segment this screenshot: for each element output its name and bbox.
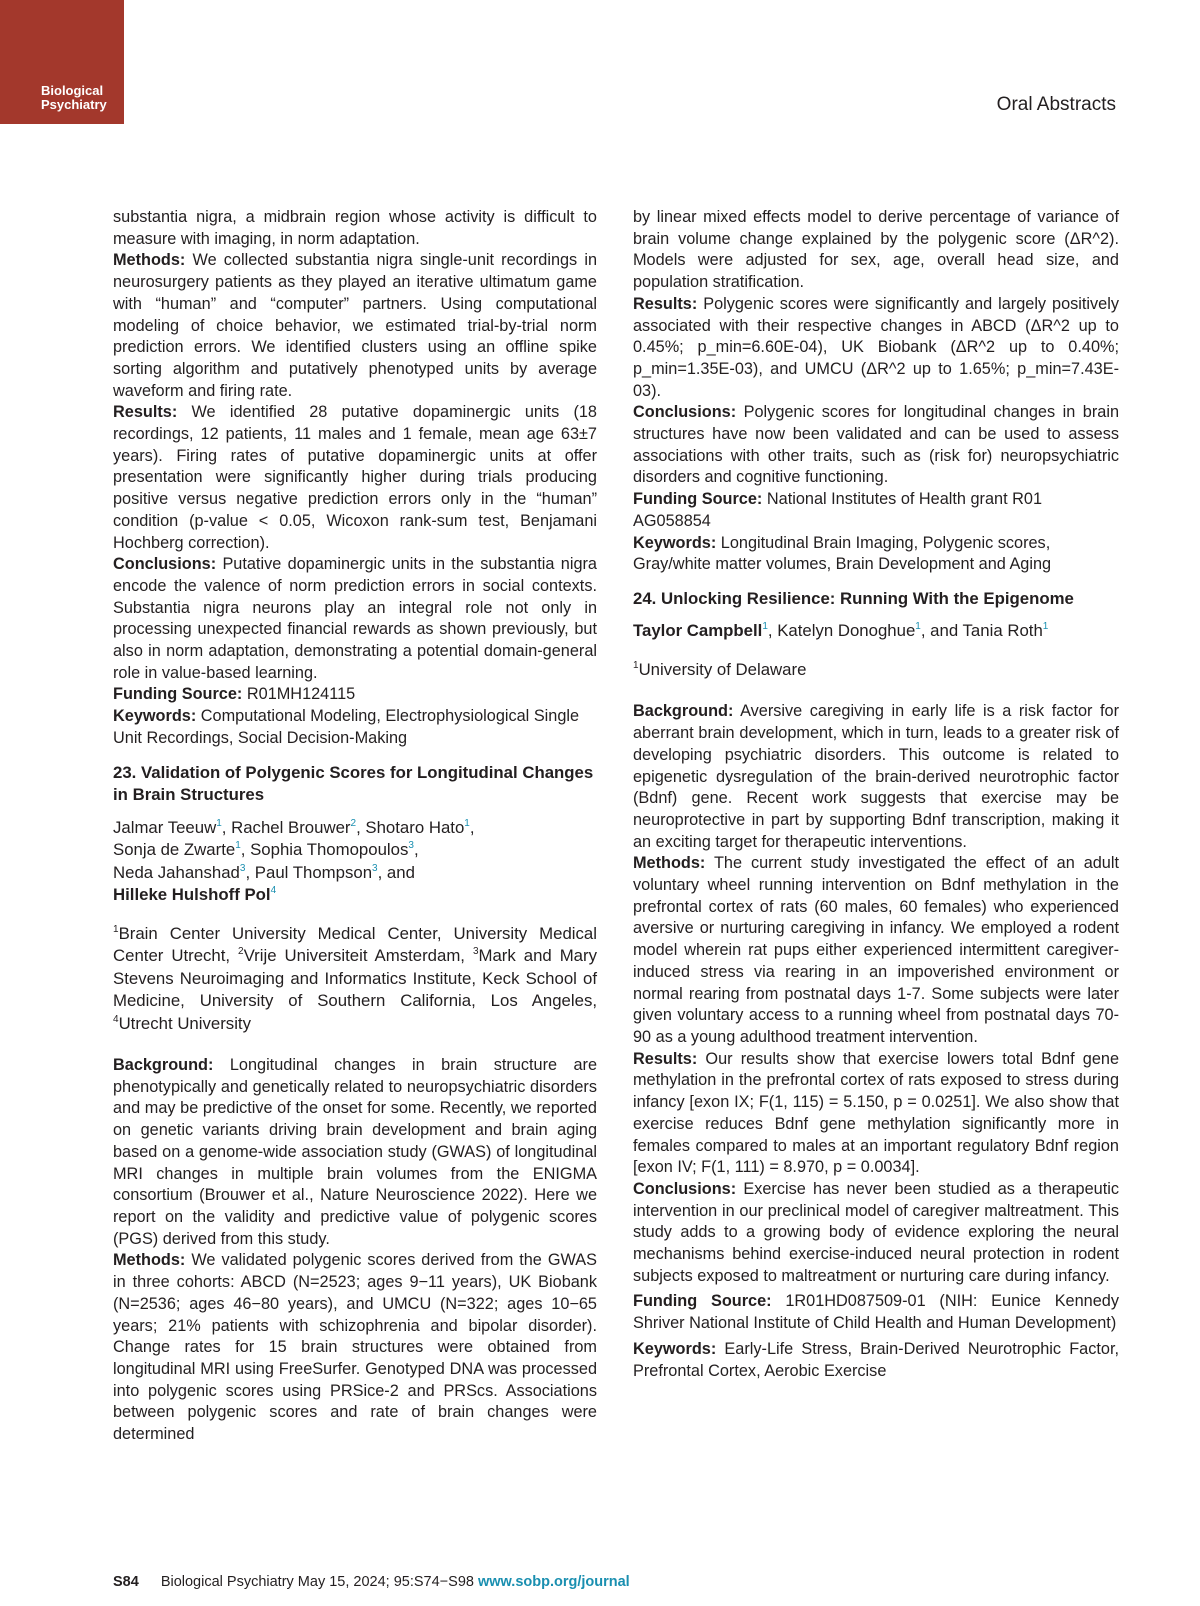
- conclusions-text: Putative dopaminergic units in the substantia nigra encode the valence of norm prediction errors in social contexts. Substantia nigra neurons play an integral role not only in processing unexpected financial rewards as shown previously, but also in norm adaptation, demonstrating a potential domain-general role in value-based learning.: [113, 555, 597, 682]
- funding-paragraph: [113, 684, 597, 706]
- a23-background-paragraph: [113, 1055, 597, 1250]
- background-text: Longitudinal changes in brain structure are phenotypically and genetically related to neuropsychiatric disorders and may be predictive of the onset for some. Recently, we reported on genetic variants driving brain development and brain aging based on a genome-wide association study (GWAS) of longitudinal MRI changes in multiple brain volumes from the ENIGMA consortium (Brouwer et al., Nature Neuroscience 2022). Here we report on the validity and predictive value of polygenic scores (PGS) derived from this study.: [113, 1056, 598, 1248]
- a24-background-paragraph: [633, 701, 1119, 853]
- author: Jalmar Teeuw: [113, 817, 217, 837]
- affil-sup: 1: [633, 659, 639, 671]
- author: Shotaro Hato: [365, 817, 465, 837]
- section-title: Oral Abstracts: [996, 94, 1116, 115]
- journal-logo-text: [41, 84, 107, 112]
- abstract-24-affiliations: [633, 659, 1119, 682]
- abstract-24-title: 24. Unlocking Resilience: Running With the Epigenome: [633, 588, 1074, 608]
- background-label: Background:: [633, 702, 734, 721]
- results-text: Our results show that exercise lowers total Bdnf gene methylation in the prefrontal cortex of rats exposed to stress during infancy [exon IX; F(1, 115) = 5.150, p = 0.0251]. We also show that exercise reduces Bdnf gene methylation significantly more in females compared to males at an important regulatory Bdnf region [exon IV; F(1, 111) = 8.970, p = 0.0034].: [633, 1049, 1119, 1177]
- author: Sophia Thomopoulos: [250, 840, 409, 860]
- journal-logo-line2: Psychiatry: [41, 97, 107, 112]
- a24-keywords-paragraph: [633, 1339, 1119, 1382]
- results-paragraph: [113, 402, 597, 554]
- author: Katelyn Donoghue: [777, 621, 916, 641]
- conclusions-paragraph: [633, 402, 1119, 489]
- methods-text: The current study investigated the effect of an adult voluntary wheel running intervention on Bdnf methylation in the prefrontal cortex of rats (60 males, 60 females) who experienced aversive or nurturing caregiving in infancy. We employed a rodent model wherein rat pups either experienced intermittent caregiver-induced stress via rearing in an impoverished environment or normal rearing from postnatal days 1-7. Some subjects were later given voluntary access to a running wheel from postnatal days 70-90 as a young adulthood treatment intervention.: [633, 854, 1119, 1046]
- keywords-text: Longitudinal Brain Imaging, Polygenic scores, Gray/white matter volumes, Brain Development and Aging: [633, 533, 1052, 574]
- author-sup: 1: [915, 621, 921, 633]
- affiliation: Utrecht University: [118, 1013, 251, 1033]
- funding-label: Funding Source:: [113, 685, 243, 704]
- abstract-23-title: 23. Validation of Polygenic Scores for Longitudinal Changes in Brain Structures: [113, 762, 594, 805]
- author-sep: , and: [920, 621, 963, 641]
- funding-paragraph: [633, 489, 1119, 532]
- affiliation: Mark and Mary Stevens Neuroimaging and Informatics Institute, Keck School of Medicine, University of Southern California, Los Angeles,: [113, 946, 597, 1011]
- author-sep: ,: [240, 840, 251, 860]
- conclusions-paragraph: [113, 554, 597, 684]
- page-footer: [113, 1574, 630, 1590]
- abstract-23-authors: [113, 817, 597, 907]
- keywords-paragraph: [113, 706, 597, 749]
- page-number: S84: [113, 1574, 139, 1590]
- author: Rachel Brouwer: [231, 817, 351, 837]
- author-sep: ,: [221, 817, 232, 837]
- presenting-author: Taylor Campbell: [633, 621, 763, 641]
- author-sep: ,: [356, 817, 366, 837]
- affiliation: Vrije Universiteit Amsterdam,: [243, 946, 473, 966]
- author-sup: 3: [239, 862, 246, 874]
- results-text: Polygenic scores were significantly and largely positively associated with their respective changes in ABCD (ΔR^2 up to 0.45%; p_min=6.60E-04), UK Biobank (ΔR^2 up to 0.40%; p_min=1.35E-03), and UMCU (ΔR^2 up to 1.65%; p_min=7.43E-03).: [633, 294, 1119, 400]
- citation: Biological Psychiatry May 15, 2024; 95:S74−S98: [160, 1574, 474, 1590]
- methods-label: Methods:: [633, 854, 706, 873]
- author-sep: ,: [767, 621, 778, 641]
- funding-text: R01MH124115: [246, 685, 356, 704]
- author-sep: ,: [469, 817, 475, 837]
- methods-text: We collected substantia nigra single-unit recordings in neurosurgery patients as they played an iterative ultimatum game with “human” and “computer” partners. Using computational modeling of choice behavior, we estimated trial-by-trial norm prediction errors. We identified clusters using an offline spike sorting algorithm and putatively phenotyped units by average waveform and firing rate.: [113, 251, 597, 400]
- methods-text: We validated polygenic scores derived from the GWAS in three cohorts: ABCD (N=2523; ages 9−11 years), UK Biobank (N=2536; ages 46−80 years), and UMCU (N=322; ages 10−65 years; 21% patients with schizophrenia and bipolar disorder). Change rates for 15 brain structures were obtained from longitudinal MRI using FreeSurfer. Genotyped DNA was processed into polygenic scores using PRSice-2 and PRScs. Associations between polygenic scores and rate of brain changes were determined: [113, 1251, 597, 1444]
- continued-text: substantia nigra, a midbrain region whose activity is difficult to measure with imaging, in norm adaptation.: [113, 208, 597, 248]
- left-column: [113, 207, 597, 1446]
- affiliation: University of Delaware: [638, 659, 807, 679]
- keywords-label: Keywords:: [633, 533, 717, 552]
- funding-text: 1R01HD087509-01 (NIH: Eunice Kennedy Shriver National Institute of Child Health and Human Development): [633, 1292, 1119, 1333]
- author-sup: 1: [235, 840, 241, 852]
- a24-funding-paragraph: [633, 1291, 1119, 1334]
- right-column: [633, 207, 1119, 1382]
- affiliation: Brain Center University Medical Center, University Medical Center Utrecht,: [113, 923, 597, 966]
- author-sup: 1: [216, 817, 222, 829]
- background-label: Background:: [113, 1056, 214, 1075]
- funding-label: Funding Source:: [633, 490, 763, 509]
- methods-label: Methods:: [113, 1251, 186, 1270]
- author: Paul Thompson: [254, 862, 373, 882]
- keywords-paragraph: [633, 533, 1119, 576]
- affil-sup: 1: [113, 923, 119, 935]
- keywords-text: Computational Modeling, Electrophysiological Single Unit Recordings, Social Decision-Making: [113, 707, 580, 747]
- results-label: Results:: [113, 403, 178, 422]
- continued-text: by linear mixed effects model to derive percentage of variance of brain volume change explained by the polygenic score (ΔR^2). Models were adjusted for sex, age, overall head size, and population stratification.: [633, 208, 1119, 292]
- author: Neda Jahanshad: [113, 862, 240, 882]
- conclusions-text: Polygenic scores for longitudinal changes in brain structures have now been validated and can be used to assess associations with other traits, such as (risk for) neuropsychiatric disorders and cognitive functioning.: [633, 403, 1120, 487]
- conclusions-text: Exercise has never been studied as a therapeutic intervention in our preclinical model of caregiver maltreatment. This study adds to a growing body of evidence exploring the neural mechanisms behind exercise-induced neural protection in rodent subjects exposed to maltreatment or nurturing care during infancy.: [633, 1179, 1119, 1285]
- affil-sup: 2: [238, 946, 244, 958]
- conclusions-label: Conclusions:: [633, 1179, 737, 1198]
- author-sup: 3: [372, 862, 378, 874]
- author-sup: 1: [464, 817, 470, 829]
- author-sup: 1: [1042, 621, 1049, 633]
- keywords-label: Keywords:: [113, 707, 197, 726]
- a24-results-paragraph: [633, 1049, 1119, 1179]
- background-text: Aversive caregiving in early life is a risk factor for aberrant brain development, which in turn, leads to a greater risk of developing psychiatric disorders. This outcome is related to epigenetic dysregulation of the brain-derived neurotrophic factor (Bdnf) gene. Recent work suggests that exercise may be neuroprotective in part by supporting Bdnf transcription, making it an exciting target for therapeutic interventions.: [633, 702, 1120, 851]
- a24-conclusions-paragraph: [633, 1179, 1119, 1288]
- a23-methods-paragraph: [113, 1250, 597, 1445]
- conclusions-label: Conclusions:: [113, 555, 217, 574]
- author-sep: ,: [245, 862, 255, 882]
- methods-label: Methods:: [113, 251, 186, 270]
- journal-link[interactable]: www.sobp.org/journal: [478, 1574, 630, 1590]
- author-sup: 1: [762, 621, 768, 633]
- a24-methods-paragraph: [633, 853, 1119, 1048]
- journal-logo-line1: Biological: [41, 83, 104, 98]
- abstract-23-affiliations: [113, 923, 597, 1036]
- author-sep: ,: [413, 840, 419, 860]
- results-label: Results:: [633, 294, 698, 313]
- affil-sup: 3: [472, 946, 479, 958]
- author-sup: 2: [350, 817, 357, 829]
- abstract-24-authors: [633, 620, 1119, 643]
- results-text: We identified 28 putative dopaminergic units (18 recordings, 12 patients, 11 males and 1 female, mean age 63±7 years). Firing rates of putative dopaminergic units at offer presentation were significantly higher during trials producing positive versus negative prediction errors only in the “human” condition (p-value < 0.05, Wicoxon rank-sum test, Benjamani Hochberg correction).: [113, 403, 597, 552]
- presenting-author: Hilleke Hulshoff Pol: [113, 885, 271, 905]
- author-sup: 4: [270, 885, 277, 897]
- author: Tania Roth: [962, 621, 1043, 641]
- results-paragraph: [633, 294, 1119, 403]
- funding-label: Funding Source:: [633, 1292, 772, 1311]
- author-sep: , and: [377, 862, 415, 882]
- conclusions-label: Conclusions:: [633, 403, 737, 422]
- methods-paragraph: [113, 250, 597, 402]
- funding-text: National Institutes of Health grant R01 AG058854: [633, 490, 1043, 530]
- results-label: Results:: [633, 1049, 698, 1068]
- keywords-label: Keywords:: [633, 1339, 717, 1358]
- affil-sup: 4: [113, 1013, 119, 1025]
- keywords-text: Early-Life Stress, Brain-Derived Neurotrophic Factor, Prefrontal Cortex, Aerobic Exercise: [633, 1339, 1119, 1380]
- author-sup: 3: [408, 840, 414, 852]
- author: Sonja de Zwarte: [113, 840, 236, 860]
